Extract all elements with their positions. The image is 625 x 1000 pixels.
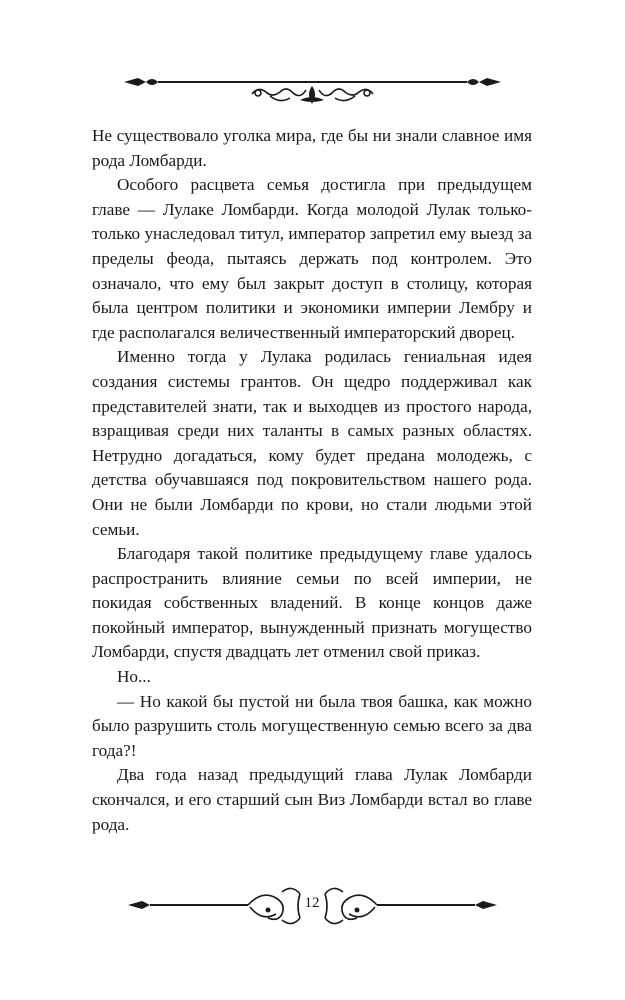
- paragraph-5: Но...: [117, 667, 151, 687]
- paragraph-1: Не существовало уголка мира, где бы ни знали славное имя рода Ломбарди.: [92, 126, 532, 170]
- top-floral-ornament-icon: [0, 64, 625, 108]
- paragraph-4: Благодаря такой политике предыдущему главе удалось распространить влияние семьи по всей империи, не покидая собственных владений. В конце концов даже покойный император, вынужденный признать могущество Ломбарди, спустя двадцать лет отменил свой приказ.: [92, 544, 532, 662]
- paragraph-2: Особого расцвета семья достигла при предыдущем главе — Лулаке Ломбарди. Когда молодой Лулак только-только унаследовал титул, император запретил ему выезд за пределы феода, пытаясь держать под контролем. Это означало, что ему был закрыт доступ в столицу, которая была центром политики и экономики империи Лембру и где располагался величественный императорский дворец.: [92, 175, 532, 342]
- body-text: [92, 124, 532, 837]
- page-number: 12: [304, 895, 320, 911]
- paragraph-6: — Но какой бы пустой ни была твоя башка, как можно было разрушить столь могущественную семью всего за два года?!: [92, 691, 532, 760]
- paragraph-7: Два года назад предыдущий глава Лулак Ломбарди скончался, и его старший сын Виз Ломбарди встал во главе рода.: [92, 765, 532, 834]
- paragraph-3: Именно тогда у Лулака родилась гениальная идея создания системы грантов. Он щедро поддерживал как представителей знати, так и выходцев из простого народа, взращивая среди них таланты в самых разных областях. Нетрудно догадаться, кому будет предана молодежь, с детства обучавшаяся под покровительством нашего рода. Они не были Ломбарди по крови, но стали людьми этой семьи.: [92, 347, 532, 539]
